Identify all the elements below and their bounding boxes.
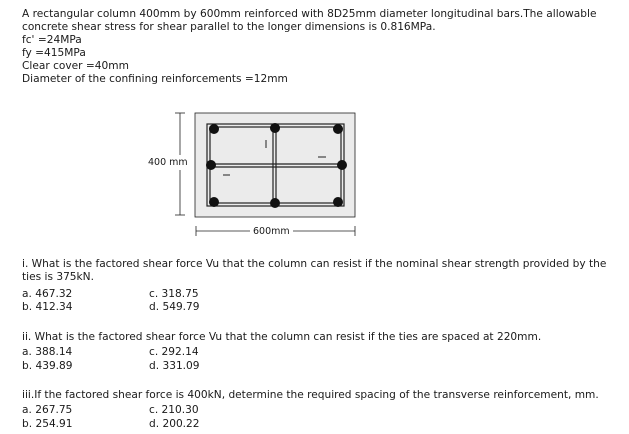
question-1: i. What is the factored shear force Vu that the column can resist if the nominal shear strength provided by the ties is 375kN. — [22, 258, 607, 283]
rebar — [209, 197, 219, 207]
q1-option-d: d. 549.79 — [149, 301, 200, 313]
q2-option-a: a. 388.14 — [22, 346, 73, 358]
q1-option-a: a. 467.32 — [22, 288, 73, 300]
q2-option-c: c. 292.14 — [149, 346, 199, 358]
rebar — [270, 198, 280, 208]
rebar — [337, 160, 347, 170]
intro-line-2: concrete shear stress for shear parallel to the longer dimensions is 0.816MPa. — [22, 21, 436, 33]
q1-option-c: c. 318.75 — [149, 288, 199, 300]
rebar — [333, 124, 343, 134]
rebar — [206, 160, 216, 170]
q1-option-b: b. 412.34 — [22, 301, 73, 313]
width-label: 600mm — [253, 226, 290, 237]
given-fc: fc' =24MPa — [22, 34, 82, 46]
given-fy: fy =415MPa — [22, 47, 86, 59]
height-label: 400 mm — [148, 157, 188, 168]
question-2: ii. What is the factored shear force Vu that the column can resist if the ties are spaced at 220mm. — [22, 331, 542, 343]
rebar — [333, 197, 343, 207]
given-tie-diameter: Diameter of the confining reinforcements =12mm — [22, 73, 288, 85]
intro-line-1: A rectangular column 400mm by 600mm reinforced with 8D25mm diameter longitudinal bars.The allowable — [22, 8, 597, 20]
q3-option-c: c. 210.30 — [149, 404, 199, 416]
q2-option-d: d. 331.09 — [149, 360, 200, 372]
q2-option-b: b. 439.89 — [22, 360, 73, 372]
question-3: iii.If the factored shear force is 400kN, determine the required spacing of the transverse reinforcement, mm. — [22, 389, 599, 401]
q3-option-a: a. 267.75 — [22, 404, 73, 416]
rebar — [270, 123, 280, 133]
q3-option-d: d. 200.22 — [149, 418, 200, 430]
given-clear-cover: Clear cover =40mm — [22, 60, 129, 72]
rebar — [209, 124, 219, 134]
q3-option-b: b. 254.91 — [22, 418, 73, 430]
